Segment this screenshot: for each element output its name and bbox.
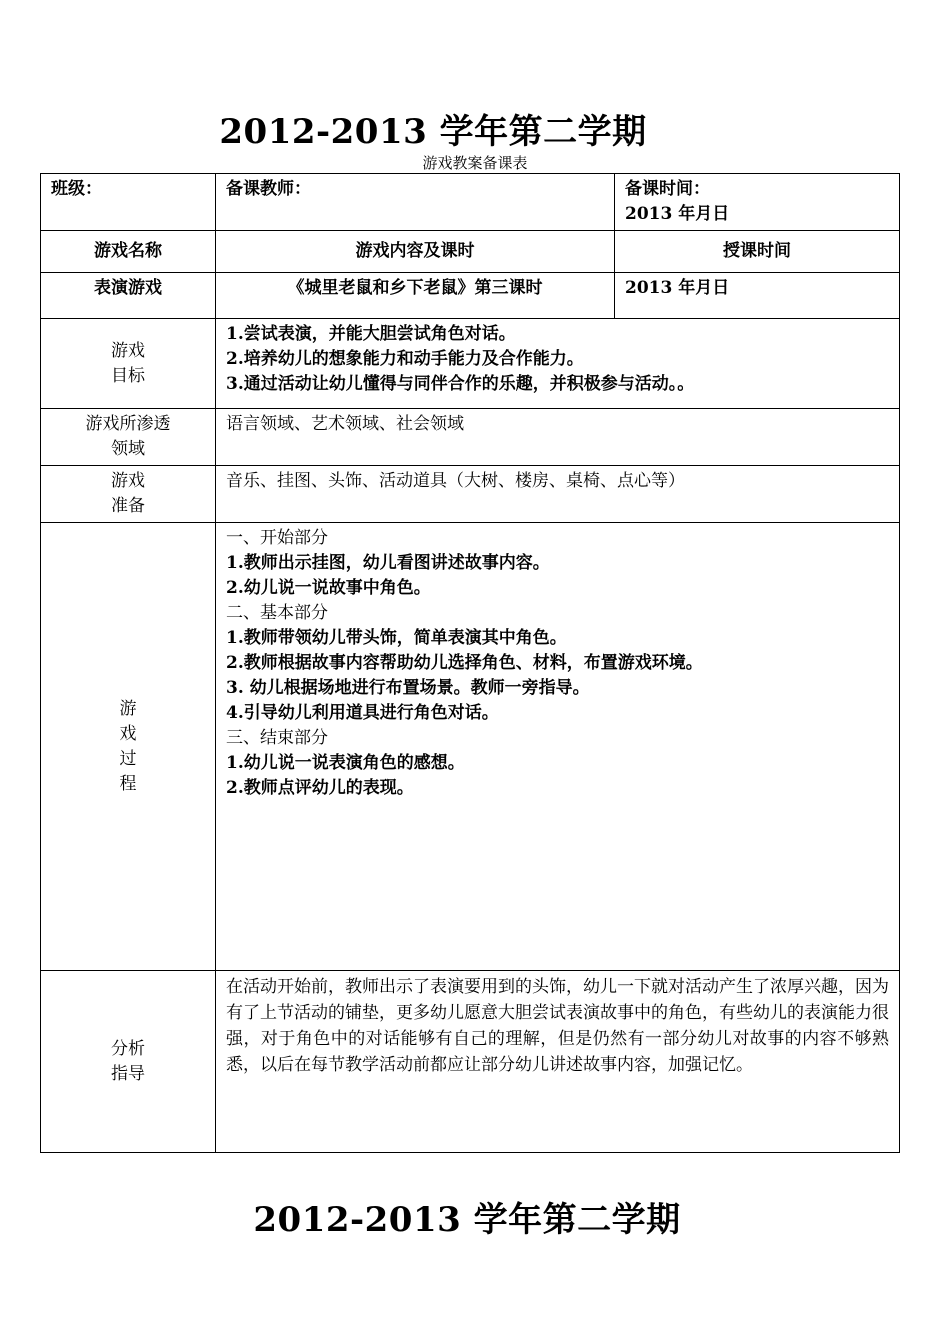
process-line: 3. 幼儿根据场地进行布置场景。教师一旁指导。 — [226, 678, 590, 698]
lesson-plan-table — [40, 173, 900, 1153]
domain-content: 语言领域、艺术领域、社会领域 — [216, 409, 900, 466]
prep-row — [41, 466, 900, 523]
goal-line: 3.通过活动让幼儿懂得与同伴合作的乐趣，并积极参与活动。。 — [226, 374, 695, 394]
prep-time-value: 2013 年月日 — [625, 204, 730, 224]
prep-content: 音乐、挂图、头饰、活动道具（大树、楼房、桌椅、点心等） — [216, 466, 900, 523]
teacher-label: 备课教师： — [216, 174, 615, 231]
class-label: 班级： — [41, 174, 216, 231]
prep-label: 游戏 准备 — [41, 466, 216, 523]
process-line: 三、结束部分 — [226, 728, 328, 748]
goal-line: 2.培养幼儿的想象能力和动手能力及合作能力。 — [226, 349, 584, 369]
col-teach-time: 授课时间 — [615, 231, 900, 273]
domain-label: 游戏所渗透 领域 — [41, 409, 216, 466]
page-subtitle: 游戏教案备课表 — [422, 154, 528, 172]
process-line: 4.引导幼儿利用道具进行角色对话。 — [226, 703, 499, 723]
game-content: 《城里老鼠和乡下老鼠》第三课时 — [216, 273, 615, 319]
process-line: 2.教师根据故事内容帮助幼儿选择角色、材料，布置游戏环境。 — [226, 653, 703, 673]
column-header-row — [41, 231, 900, 273]
process-line: 二、基本部分 — [226, 603, 328, 623]
footer-title: 2012-2013 学年第二学期 — [253, 1200, 681, 1240]
process-line: 1.幼儿说一说表演角色的感想。 — [226, 753, 465, 773]
header-row — [41, 174, 900, 231]
prep-time-label: 备课时间： — [625, 179, 710, 199]
game-name: 表演游戏 — [41, 273, 216, 319]
process-content — [216, 523, 900, 971]
analysis-label: 分析 指导 — [41, 971, 216, 1153]
process-label: 游 戏 过 程 — [41, 523, 216, 971]
process-line: 1.教师带领幼儿带头饰，简单表演其中角色。 — [226, 628, 567, 648]
game-teach-time: 2013 年月日 — [615, 273, 900, 319]
col-game-name: 游戏名称 — [41, 231, 216, 273]
analysis-content: 在活动开始前，教师出示了表演要用到的头饰，幼儿一下就对活动产生了浓厚兴趣，因为有了上节活动的铺垫，更多幼儿愿意大胆尝试表演故事中的角色，有些幼儿的表演能力很强，对于角色中的对话能够有自己的理解，但是仍然有一部分幼儿对故事的内容不够熟悉，以后在每节教学活动前都应让部分幼儿讲述故事内容，加强记忆。 — [216, 971, 900, 1153]
col-game-content: 游戏内容及课时 — [216, 231, 615, 273]
prep-time-cell — [615, 174, 900, 231]
process-row — [41, 523, 900, 971]
process-line: 2.幼儿说一说故事中角色。 — [226, 578, 431, 598]
goal-line: 1.尝试表演，并能大胆尝试角色对话。 — [226, 324, 516, 344]
game-row — [41, 273, 900, 319]
process-line: 1.教师出示挂图，幼儿看图讲述故事内容。 — [226, 553, 550, 573]
goal-label: 游戏 目标 — [41, 319, 216, 409]
process-line: 2.教师点评幼儿的表现。 — [226, 778, 414, 798]
process-line: 一、开始部分 — [226, 528, 328, 548]
page-title: 2012-2013 学年第二学期 — [219, 112, 647, 152]
goal-row — [41, 319, 900, 409]
goal-content — [216, 319, 900, 409]
domain-row — [41, 409, 900, 466]
analysis-row — [41, 971, 900, 1153]
